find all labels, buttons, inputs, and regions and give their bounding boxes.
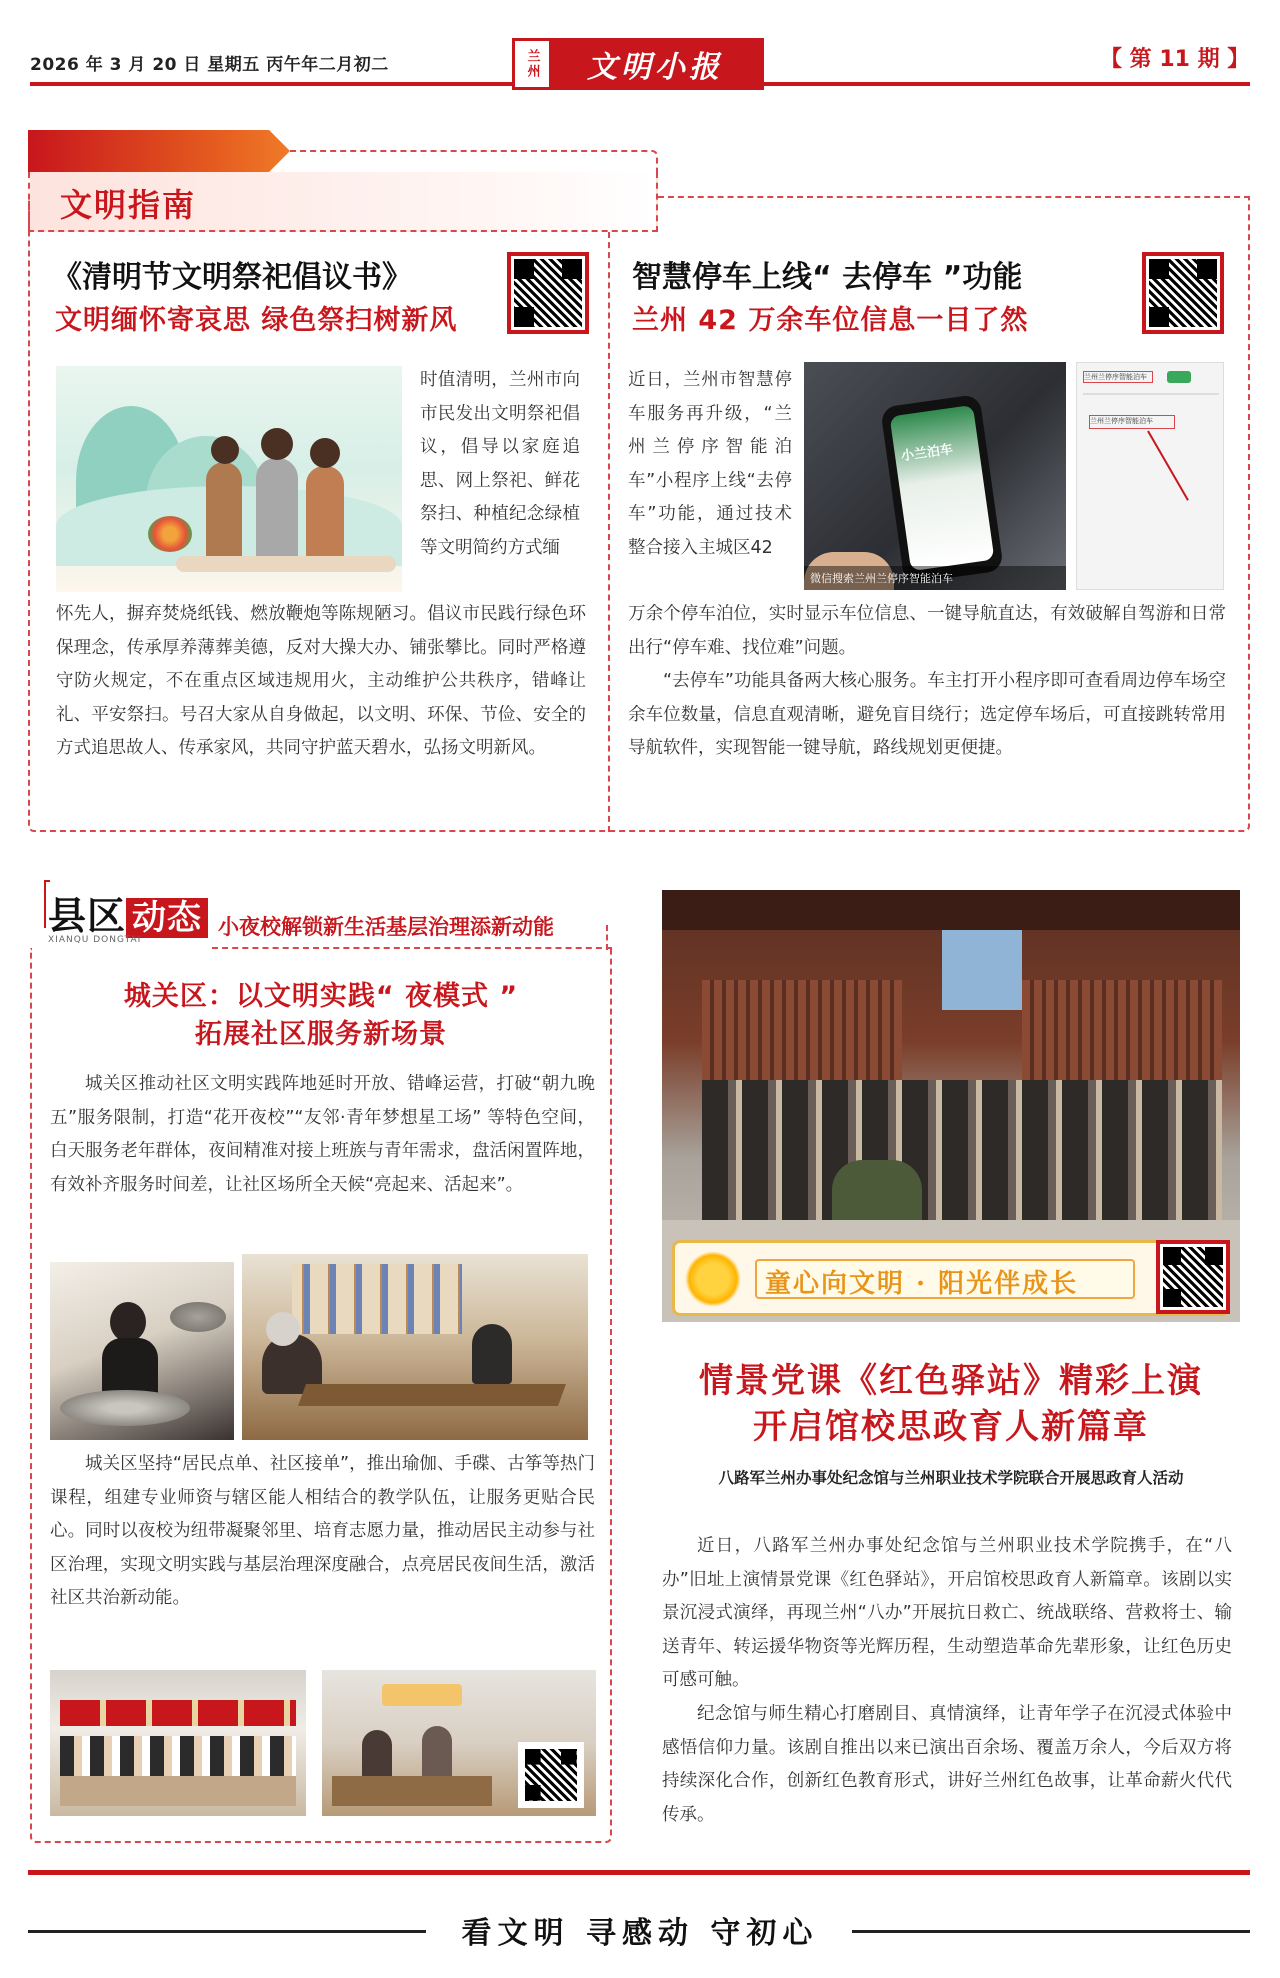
masthead-rule-right bbox=[764, 82, 1250, 86]
story-body: 城关区推动社区文明实践阵地延时开放、错峰运营，打破“朝九晚五”服务限制，打造“花开夜校”“友邻·青年梦想星工场” 等特色空间，白天服务老年群体，夜间精准对接上班族与青年需求，盘活闲置阵地，有效补齐服务时间差，让社区场所全天候“亮起来、活起来”。 bbox=[50, 1074, 595, 1195]
logo-word-a: 县区 bbox=[48, 894, 127, 938]
story-body: 近日，八路军兰州办事处纪念馆与兰州职业技术学院携手，在“八办”旧址上演情景党课《红色驿站》，开启馆校思政育人新篇章。该剧以实景沉浸式演绎，再现兰州“八办”开展抗日救亡、统战联络、营救将士、输送青年、转运援华物资等光辉历程，生动塑造革命先辈形象，让红色历史可感可触。 bbox=[662, 1536, 1232, 1690]
article-subheadline: 兰州 42 万余车位信息一目了然 bbox=[632, 305, 1029, 336]
story-subtitle: 八路军兰州办事处纪念馆与兰州职业技术学院联合开展思政育人活动 bbox=[718, 1469, 1184, 1487]
section2-logo bbox=[48, 885, 208, 940]
screen-item: 兰州兰停序智能泊车 bbox=[1089, 415, 1175, 429]
section2-frame-top bbox=[606, 925, 608, 950]
parking-app-photo bbox=[804, 362, 1066, 590]
section2-banner-text: 小夜校解锁新生活基层治理添新动能 bbox=[218, 914, 554, 939]
story-headline-line2: 拓展社区服务新场景 bbox=[195, 1019, 447, 1050]
logo-city: 兰州 bbox=[515, 41, 549, 87]
qr-code-icon bbox=[1156, 1240, 1230, 1314]
article-body: 万余个停车泊位，实时显示车位信息、一键导航直达，有效破解自驾游和日常出行“停车难、找位难”问题。 bbox=[628, 604, 1226, 658]
qingming-illustration bbox=[56, 366, 402, 592]
section-title-dash bbox=[290, 150, 658, 172]
footer-slogan: 看文明 寻感动 守初心 bbox=[461, 1916, 819, 1951]
story-headline-line1: 城关区：以文明实践“ 夜模式 ” bbox=[123, 981, 519, 1012]
masthead-rule-left bbox=[30, 82, 512, 86]
article-body: “去停车”功能具备两大核心服务。车主打开小程序即可查看周边停车场空余车位数量，信息直观清晰，避免盲目绕行；选定停车场后，可直接跳转常用导航软件，实现智能一键导航，路线规划更便捷。 bbox=[628, 671, 1226, 758]
story-headline-line1: 情景党课《红色驿站》精彩上演 bbox=[699, 1361, 1203, 1401]
story-headline-line2: 开启馆校思政育人新篇章 bbox=[753, 1407, 1149, 1447]
photo-caption: 微信搜索兰州兰停序智能泊车 bbox=[810, 572, 953, 585]
qr-code-icon bbox=[1142, 252, 1224, 334]
story-headline bbox=[662, 1358, 1240, 1450]
issue-number: 【 第 11 期 】 bbox=[1100, 47, 1250, 72]
issue-date: 2026 年 3 月 20 日 星期五 丙午年二月初二 bbox=[30, 55, 389, 75]
story-body: 城关区坚持“居民点单、社区接单”，推出瑜伽、手碟、古筝等热门课程，组建专业师资与辖区能人相结合的教学队伍，让服务更贴合民心。同时以夜校为纽带凝聚邻里、培育志愿力量，推动居民主动参与社区治理，实现文明实践与基层治理深度融合，点亮居民夜间生活，激活社区共治新动能。 bbox=[50, 1454, 595, 1608]
footer-rule bbox=[28, 1870, 1250, 1875]
logo-name: 文明小报 bbox=[587, 50, 723, 85]
newspaper-logo bbox=[512, 38, 764, 90]
story-body: 纪念馆与师生精心打磨剧目、真情演绎，让青年学子在沉浸式体验中感悟信仰力量。该剧自推出以来已演出百余场、覆盖万余人，今后双方将持续深化合作，创新红色教育形式，讲好兰州红色故事，让革命薪火代代传承。 bbox=[662, 1704, 1232, 1825]
section-title: 文明指南 bbox=[60, 186, 197, 224]
arrow-icon bbox=[1147, 431, 1189, 501]
story-headline bbox=[40, 978, 602, 1054]
app-screenshot bbox=[1076, 362, 1224, 590]
section-arrow-tab bbox=[28, 130, 290, 172]
app-label: 小兰泊车 bbox=[900, 442, 954, 465]
article-subheadline: 文明缅怀寄哀思 绿色祭扫树新风 bbox=[55, 305, 458, 336]
handpan-class-photo bbox=[50, 1262, 234, 1440]
section1-top-dash bbox=[658, 196, 1250, 198]
column-divider bbox=[608, 232, 610, 832]
article-body: 怀先人，摒弃焚烧纸钱、燃放鞭炮等陈规陋习。倡议市民践行绿色环保理念，传承厚养薄葬美德，反对大操大办、铺张攀比。同时严格遵守防火规定，不在重点区域违规用火，主动维护公共秩序，错峰让礼、平安祭扫。号召大家从自身做起，以文明、环保、节俭、安全的方式追思故人、传承家风，共同守护蓝天碧水，弘扬文明新风。 bbox=[56, 604, 586, 758]
screen-header: 兰州兰停序智能泊车 bbox=[1083, 371, 1153, 383]
article-headline: 《清明节文明祭祀倡议书》 bbox=[52, 260, 412, 295]
section2-banner bbox=[212, 905, 612, 949]
article-headline: 智慧停车上线“ 去停车 ”功能 bbox=[632, 260, 1023, 295]
section2-pinyin: XIANQU DONGTAI bbox=[48, 935, 142, 945]
group-photo bbox=[50, 1670, 306, 1816]
qr-code-icon bbox=[507, 252, 589, 334]
guzheng-class-photo bbox=[242, 1254, 588, 1440]
sun-icon bbox=[685, 1251, 741, 1307]
logo-word-b: 动态 bbox=[126, 898, 208, 938]
slogan-banner-text: 童心向文明 · 阳光伴成长 bbox=[765, 1269, 1079, 1299]
article-body-wrap: 时值清明，兰州市向市民发出文明祭祀倡议，倡导以家庭追思、网上祭祀、鲜花祭扫、种植纪念绿植等文明简约方式缅 bbox=[420, 370, 580, 558]
qr-code-icon bbox=[518, 1742, 584, 1808]
slogan-banner bbox=[672, 1240, 1230, 1316]
article-body-wrap: 近日，兰州市智慧停车服务再升级，“兰州兰停序智能泊车”小程序上线“去停车”功能，通过技术整合接入主城区42 bbox=[628, 370, 792, 558]
